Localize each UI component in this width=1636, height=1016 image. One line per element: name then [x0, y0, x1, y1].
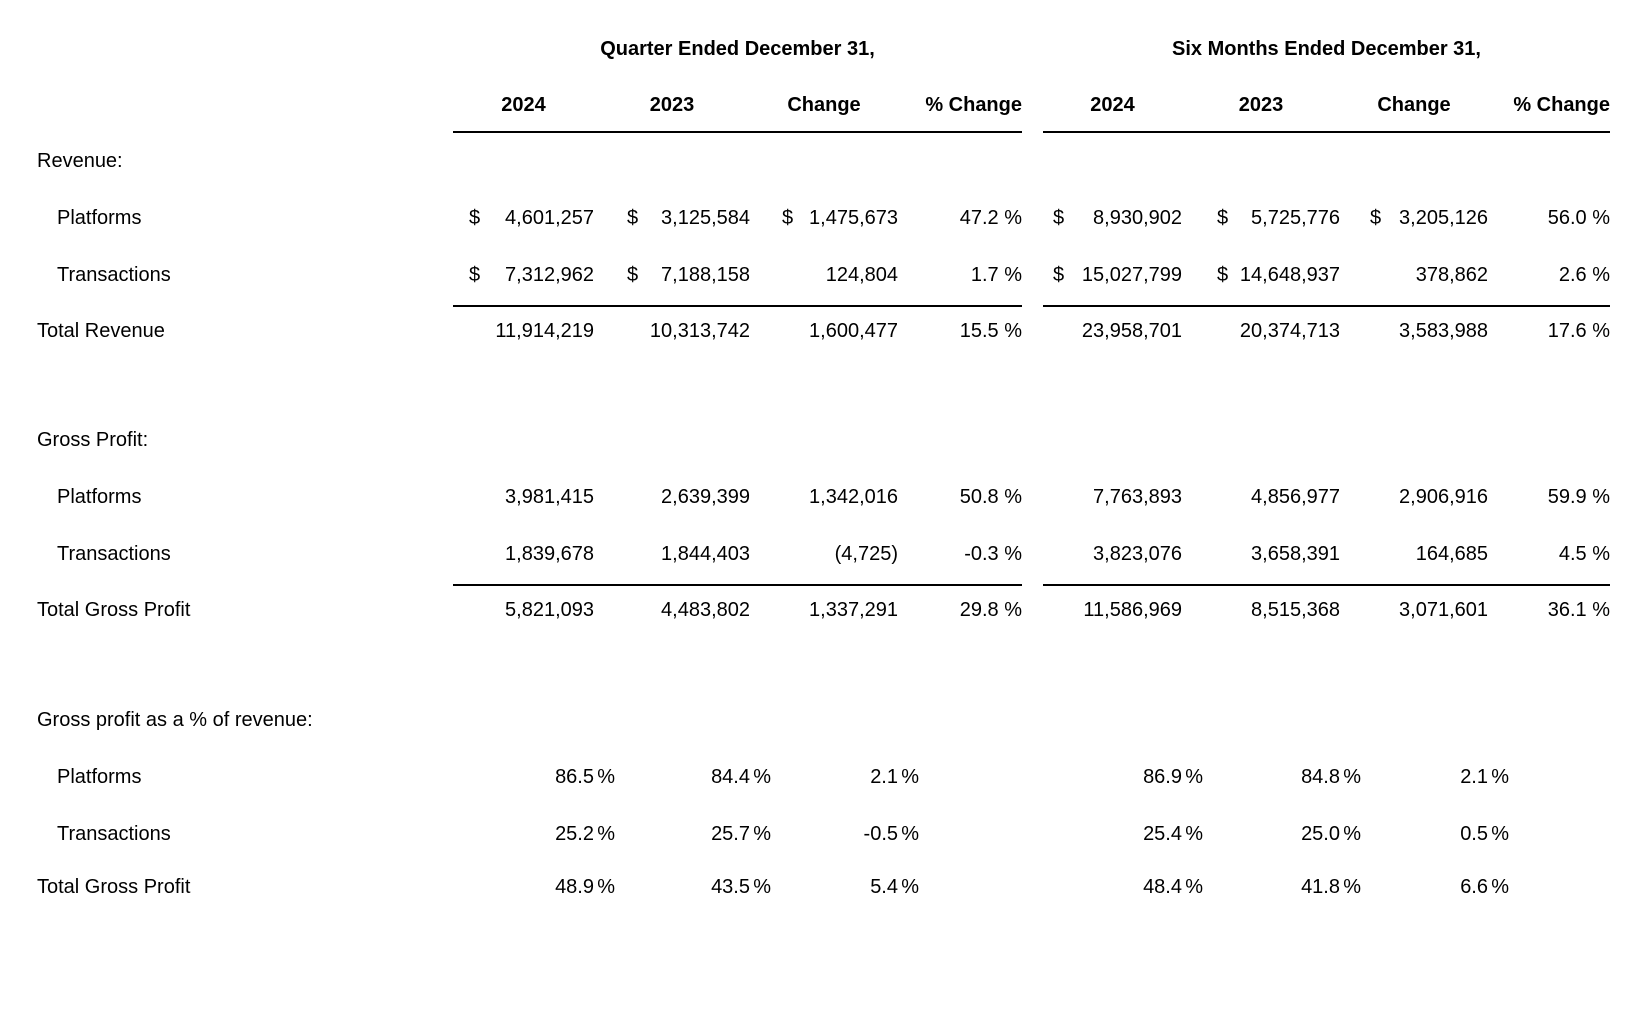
value-cell	[453, 320, 594, 343]
row-label: Platforms	[57, 766, 142, 788]
cell-value: 50.8 %	[959, 486, 1022, 508]
cell-value: 5,725,776	[1251, 207, 1340, 229]
cell-value: 11,914,219	[495, 319, 594, 342]
table-row	[0, 247, 1636, 304]
section-label-row	[0, 692, 1636, 749]
col-header-q-change: Change	[787, 93, 861, 116]
percent-suffix: %	[1491, 875, 1509, 898]
value-cell	[1340, 875, 1509, 899]
col-header-q-pct-change: % Change	[925, 93, 1022, 116]
value-cell	[750, 543, 898, 566]
section-label: Gross profit as a % of revenue:	[37, 709, 313, 731]
section-label-row	[0, 133, 1636, 190]
cell-value: 36.1 %	[1547, 598, 1610, 621]
value-cell	[1488, 264, 1610, 287]
col-header-q-2024: 2024	[501, 93, 546, 116]
currency-symbol: $	[1217, 207, 1229, 229]
cell-value: 2,906,916	[1399, 486, 1488, 508]
value-cell	[453, 766, 615, 789]
quarter-period-title: Quarter Ended December 31,	[600, 37, 875, 60]
value-cell	[1043, 875, 1203, 899]
value-cell	[750, 264, 898, 287]
value-cell	[750, 875, 919, 899]
value-cell	[898, 320, 1022, 343]
six-months-header-rule	[1043, 131, 1610, 133]
quarter-total-rule	[453, 584, 1022, 586]
cell-value: 15.5 %	[959, 319, 1022, 342]
percent-suffix: %	[901, 823, 919, 845]
value-cell	[1182, 823, 1361, 846]
cell-value: 8,515,368	[1251, 598, 1340, 621]
cell-value: 4,601,257	[505, 207, 594, 229]
value-cell	[1182, 599, 1340, 622]
cell-value: 20,374,713	[1239, 319, 1340, 342]
value-cell	[750, 599, 898, 622]
row-label: Total Gross Profit	[37, 598, 191, 621]
col-header-s-change: Change	[1377, 93, 1451, 116]
six-months-period-title: Six Months Ended December 31,	[1172, 37, 1481, 60]
value-cell	[594, 766, 771, 789]
row-label: Transactions	[57, 823, 171, 845]
cell-value: 25.4	[1143, 823, 1182, 845]
cell-value: 41.8	[1301, 875, 1340, 898]
cell-value: 3,205,126	[1399, 207, 1488, 229]
cell-value: 2,639,399	[661, 486, 750, 508]
value-cell	[453, 599, 594, 622]
value-cell	[1340, 264, 1488, 287]
cell-value: 164,685	[1415, 543, 1488, 565]
cell-value: 1,475,673	[809, 207, 898, 229]
value-cell	[594, 264, 750, 287]
quarter-header-rule	[453, 131, 1022, 133]
row-label: Platforms	[57, 486, 142, 508]
section-label: Revenue:	[37, 150, 123, 172]
value-cell	[898, 486, 1022, 509]
percent-suffix: %	[1343, 766, 1361, 788]
cell-value: 1,839,678	[505, 543, 594, 565]
value-cell	[1340, 207, 1488, 230]
value-cell	[1043, 207, 1182, 230]
percent-suffix: %	[753, 875, 771, 898]
percent-suffix: %	[597, 766, 615, 788]
cell-value: 6.6	[1460, 875, 1488, 898]
table-row	[0, 806, 1636, 863]
cell-value: 43.5	[711, 875, 750, 898]
currency-symbol: $	[1053, 264, 1065, 286]
cell-value: 25.0	[1301, 823, 1340, 845]
row-label: Platforms	[57, 207, 142, 229]
value-cell	[594, 875, 771, 899]
col-header-s-2024: 2024	[1090, 93, 1135, 116]
value-cell	[1043, 320, 1182, 343]
value-cell	[1043, 543, 1182, 566]
percent-suffix: %	[1343, 875, 1361, 898]
value-cell	[898, 543, 1022, 566]
cell-value: 8,930,902	[1093, 207, 1182, 229]
table-body	[0, 133, 1636, 911]
value-cell	[1340, 543, 1488, 566]
value-cell	[453, 264, 594, 287]
value-cell	[453, 823, 615, 846]
six-months-total-rule	[1043, 305, 1610, 307]
value-cell	[1043, 264, 1182, 287]
cell-value: 3,125,584	[661, 207, 750, 229]
section-label-row	[0, 412, 1636, 469]
value-cell	[1488, 599, 1610, 622]
value-cell	[1488, 207, 1610, 230]
table-row	[0, 586, 1636, 634]
cell-value: 3,583,988	[1399, 319, 1488, 342]
cell-value: 48.9	[555, 875, 594, 898]
col-header-q-2023: 2023	[649, 93, 695, 116]
financial-comparison-table	[0, 36, 1636, 911]
currency-symbol: $	[1370, 207, 1382, 229]
row-label: Transactions	[57, 264, 171, 286]
cell-value: 84.4	[711, 766, 750, 788]
value-cell	[1182, 264, 1340, 287]
value-cell	[750, 766, 919, 789]
value-cell	[750, 486, 898, 509]
percent-suffix: %	[753, 823, 771, 845]
cell-value: 3,823,076	[1093, 543, 1182, 565]
cell-value: 25.2	[555, 823, 594, 845]
cell-value: 4.5 %	[1558, 543, 1610, 565]
cell-value: -0.5	[863, 823, 898, 845]
value-cell	[898, 264, 1022, 287]
value-cell	[750, 207, 898, 230]
period-titles-row	[0, 36, 1636, 62]
value-cell	[1340, 823, 1509, 846]
value-cell	[1043, 823, 1203, 846]
value-cell	[1488, 320, 1610, 343]
currency-symbol: $	[627, 207, 639, 229]
cell-value: 15,027,799	[1081, 264, 1182, 286]
percent-suffix: %	[1491, 823, 1509, 845]
value-cell	[594, 486, 750, 509]
value-cell	[594, 823, 771, 846]
percent-suffix: %	[1185, 766, 1203, 788]
percent-suffix: %	[1491, 766, 1509, 788]
row-label: Total Gross Profit	[37, 875, 191, 898]
percent-suffix: %	[597, 823, 615, 845]
value-cell	[1182, 875, 1361, 899]
value-cell	[594, 599, 750, 622]
table-row	[0, 307, 1636, 355]
table-row	[0, 469, 1636, 526]
table-section	[0, 412, 1636, 634]
row-label: Total Revenue	[37, 319, 165, 342]
six-months-total-rule	[1043, 584, 1610, 586]
currency-symbol: $	[782, 207, 794, 229]
value-cell	[1340, 599, 1488, 622]
value-cell	[1340, 320, 1488, 343]
value-cell	[1182, 207, 1340, 230]
cell-value: 1.7 %	[970, 264, 1022, 286]
value-cell	[1340, 766, 1509, 789]
currency-symbol: $	[469, 264, 481, 286]
cell-value: 1,600,477	[809, 319, 898, 342]
cell-value: 1,844,403	[661, 543, 750, 565]
cell-value: 3,071,601	[1399, 598, 1488, 621]
cell-value: 5.4	[870, 875, 898, 898]
cell-value: 10,313,742	[649, 319, 750, 342]
cell-value: 124,804	[825, 264, 898, 286]
value-cell	[1182, 486, 1340, 509]
row-label: Transactions	[57, 543, 171, 565]
value-cell	[898, 599, 1022, 622]
cell-value: 0.5	[1460, 823, 1488, 845]
value-cell	[453, 875, 615, 899]
table-row	[0, 863, 1636, 911]
table-row	[0, 190, 1636, 247]
column-headers-row	[0, 92, 1636, 118]
value-cell	[898, 207, 1022, 230]
cell-value: 86.5	[555, 766, 594, 788]
cell-value: 47.2 %	[959, 207, 1022, 229]
cell-value: 378,862	[1415, 264, 1488, 286]
cell-value: 23,958,701	[1081, 319, 1182, 342]
col-header-s-pct-change: % Change	[1513, 93, 1610, 116]
value-cell	[1182, 543, 1340, 566]
cell-value: 2.1	[1460, 766, 1488, 788]
value-cell	[1340, 486, 1488, 509]
percent-suffix: %	[901, 766, 919, 788]
percent-suffix: %	[1185, 823, 1203, 845]
currency-symbol: $	[1217, 264, 1229, 286]
percent-suffix: %	[597, 875, 615, 898]
value-cell	[750, 823, 919, 846]
cell-value: 2.6 %	[1558, 264, 1610, 286]
value-cell	[594, 207, 750, 230]
value-cell	[1043, 486, 1182, 509]
value-cell	[1182, 766, 1361, 789]
currency-symbol: $	[627, 264, 639, 286]
cell-value: 7,188,158	[661, 264, 750, 286]
cell-value: 11,586,969	[1083, 598, 1182, 621]
section-label: Gross Profit:	[37, 429, 149, 451]
value-cell	[594, 543, 750, 566]
cell-value: 4,483,802	[661, 598, 750, 621]
cell-value: 14,648,937	[1239, 264, 1340, 286]
table-section	[0, 692, 1636, 911]
cell-value: 84.8	[1301, 766, 1340, 788]
cell-value: 5,821,093	[505, 598, 594, 621]
cell-value: 3,658,391	[1251, 543, 1340, 565]
value-cell	[453, 207, 594, 230]
value-cell	[1488, 543, 1610, 566]
value-cell	[750, 320, 898, 343]
cell-value: 7,763,893	[1093, 486, 1182, 508]
cell-value: 48.4	[1143, 875, 1182, 898]
value-cell	[453, 543, 594, 566]
currency-symbol: $	[1053, 207, 1065, 229]
table-row	[0, 526, 1636, 583]
value-cell	[594, 320, 750, 343]
value-cell	[1488, 486, 1610, 509]
cell-value: 3,981,415	[505, 486, 594, 508]
cell-value: 7,312,962	[505, 264, 594, 286]
cell-value: 56.0 %	[1547, 207, 1610, 229]
cell-value: 1,337,291	[809, 598, 898, 621]
cell-value: 17.6 %	[1547, 319, 1610, 342]
cell-value: 86.9	[1143, 766, 1182, 788]
percent-suffix: %	[1185, 875, 1203, 898]
cell-value: 25.7	[711, 823, 750, 845]
cell-value: 4,856,977	[1251, 486, 1340, 508]
cell-value: -0.3 %	[964, 543, 1022, 565]
cell-value: 2.1	[870, 766, 898, 788]
col-header-s-2023: 2023	[1238, 93, 1284, 116]
value-cell	[1043, 599, 1182, 622]
percent-suffix: %	[1343, 823, 1361, 845]
cell-value: 1,342,016	[809, 486, 898, 508]
table-section	[0, 133, 1636, 355]
table-row	[0, 749, 1636, 806]
currency-symbol: $	[469, 207, 481, 229]
cell-value: 59.9 %	[1547, 486, 1610, 508]
value-cell	[1043, 766, 1203, 789]
value-cell	[1182, 320, 1340, 343]
quarter-total-rule	[453, 305, 1022, 307]
percent-suffix: %	[753, 766, 771, 788]
cell-value: 29.8 %	[959, 598, 1022, 621]
percent-suffix: %	[901, 875, 919, 898]
value-cell	[453, 486, 594, 509]
cell-value: (4,725)	[834, 543, 898, 565]
